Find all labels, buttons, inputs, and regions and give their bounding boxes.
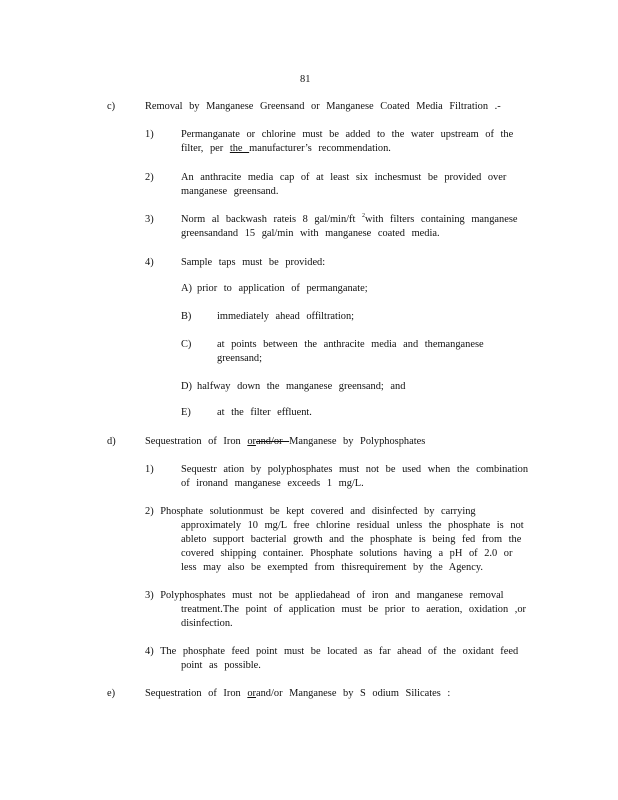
c-item-3-line-1 bbox=[181, 213, 518, 226]
d-heading-struck: and/or bbox=[255, 436, 290, 447]
section-d-label: d) bbox=[107, 436, 116, 447]
sub-a-text: prior to application of permanganate; bbox=[197, 283, 368, 294]
d-item-1-number: 1) bbox=[145, 464, 154, 475]
c-item-1-line-2 bbox=[181, 142, 391, 155]
c-item-3-line-2: greensandand 15 gal/min with manganese coated media. bbox=[181, 228, 440, 239]
sub-b-text: immediately ahead offiltration; bbox=[217, 311, 355, 322]
c-item-2-line-2: manganese greensand. bbox=[181, 186, 279, 197]
c-item-1-line-2-underlined: the bbox=[229, 143, 250, 154]
e-heading-or: or bbox=[247, 688, 256, 699]
d-item-2-line-4: covered shipping container. Phosphate solutions having a pH of 2.0 or bbox=[181, 548, 513, 559]
section-d-heading bbox=[145, 435, 425, 448]
d-heading-or: or bbox=[247, 436, 256, 447]
d-heading-b: Manganese by Polyphosphates bbox=[289, 436, 426, 447]
c-item-3-number: 3) bbox=[145, 214, 154, 225]
section-e-heading bbox=[145, 687, 450, 700]
c-item-4-line-1: Sample taps must be provided: bbox=[181, 257, 326, 268]
section-e-label: e) bbox=[107, 688, 116, 699]
d-item-3-line-1: 3) Polyphosphates must not be appliedahead of iron and manganese removal bbox=[145, 590, 504, 601]
sub-e-text: at the filter effluent. bbox=[217, 407, 312, 418]
c-item-1-line-2-a: filter, per bbox=[181, 143, 230, 154]
c-item-2-line-1: An anthracite media cap of at least six inchesmust be provided over bbox=[181, 172, 507, 183]
d-item-1-line-1: Sequestr ation by polyphosphates must not be used when the combination bbox=[181, 464, 529, 475]
d-item-4-line-2: point as possible. bbox=[181, 660, 261, 671]
d-item-2-line-1: 2) Phosphate solutionmust be kept covered and disinfected by carrying bbox=[145, 506, 476, 517]
d-item-1-line-2: of ironand manganese exceeds 1 mg/L. bbox=[181, 478, 364, 489]
sub-a-label: A) bbox=[181, 283, 192, 294]
sub-b-label: B) bbox=[181, 311, 192, 322]
sub-c-label: C) bbox=[181, 339, 192, 350]
c-item-3-line-1-a: Norm al backwash rateis 8 gal/min/ft bbox=[181, 214, 356, 225]
c-item-1-line-2-b: manufacturer’s recommendation. bbox=[249, 143, 391, 154]
sub-d-text: halfway down the manganese greensand; and bbox=[197, 381, 406, 392]
c-item-3-line-1-b: with filters containing manganese bbox=[364, 214, 518, 225]
c-item-1-line-1: Permanganate or chlorine must be added to the water upstream of the bbox=[181, 129, 514, 140]
c-item-1-number: 1) bbox=[145, 129, 154, 140]
page-number: 81 bbox=[300, 74, 311, 85]
d-item-4-line-1: 4) The phosphate feed point must be located as far ahead of the oxidant feed bbox=[145, 646, 519, 657]
sub-d-label: D) bbox=[181, 381, 192, 392]
sub-c-line-1: at points between the anthracite media and themanganese bbox=[217, 339, 484, 350]
d-item-3-line-2: treatment.The point of application must be prior to aeration, oxidation ,or bbox=[181, 604, 526, 615]
section-c-label: c) bbox=[107, 101, 116, 112]
d-heading-a: Sequestration of Iron bbox=[145, 436, 248, 447]
section-c-heading: Removal by Manganese Greensand or Manganese Coated Media Filtration .- bbox=[145, 101, 501, 112]
e-heading-b: and/or Manganese by S odium Silicates : bbox=[255, 688, 451, 699]
c-item-2-number: 2) bbox=[145, 172, 154, 183]
d-item-2-line-2: approximately 10 mg/L free chlorine residual unless the phosphate is not bbox=[181, 520, 524, 531]
e-heading-a: Sequestration of Iron bbox=[145, 688, 248, 699]
superscript-2: 2 bbox=[361, 213, 365, 219]
c-item-4-number: 4) bbox=[145, 257, 154, 268]
sub-c-line-2: greensand; bbox=[217, 353, 263, 364]
d-item-3-line-3: disinfection. bbox=[181, 618, 233, 629]
sub-e-label: E) bbox=[181, 407, 191, 418]
d-item-2-line-5: less may also be exempted from thisrequirement by the Agency. bbox=[181, 562, 483, 573]
d-item-2-line-3: ableto support bacterial growth and the phosphate is being fed from the bbox=[181, 534, 522, 545]
